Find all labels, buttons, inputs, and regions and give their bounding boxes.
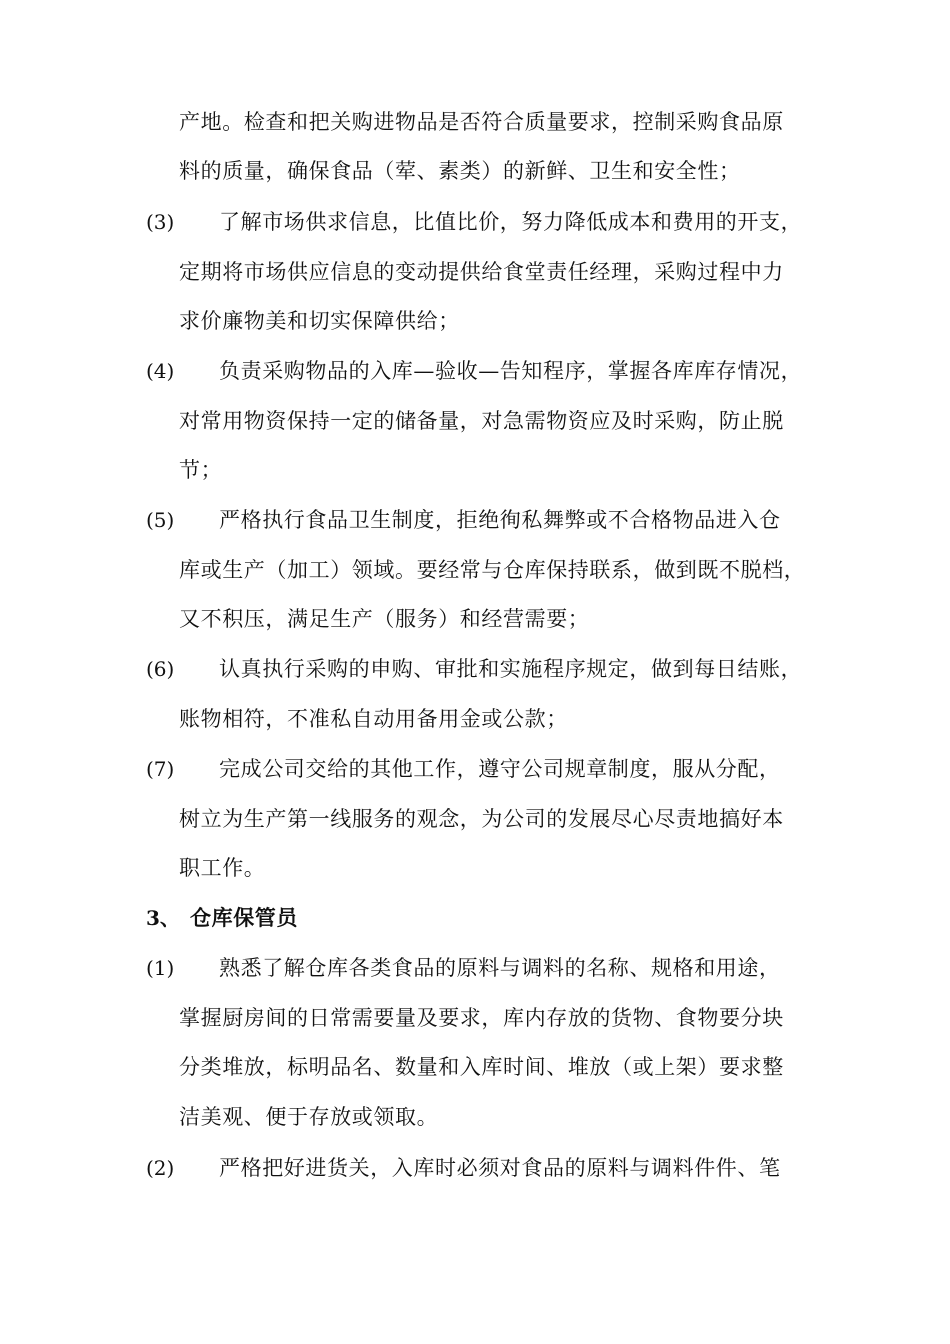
item-line: 库或生产（加工）领域。要经常与仓库保持联系，做到既不脱档， bbox=[179, 558, 806, 582]
item-line: 定期将市场供应信息的变动提供给食堂责任经理，采购过程中力 bbox=[179, 260, 784, 284]
item-line: 分类堆放，标明品名、数量和入库时间、堆放（或上架）要求整 bbox=[179, 1055, 784, 1079]
item-number: (7) bbox=[146, 757, 175, 781]
item-line: 对常用物资保持一定的储备量，对急需物资应及时采购，防止脱 bbox=[179, 409, 784, 433]
item-number: (6) bbox=[146, 657, 175, 681]
item-line: 了解市场供求信息，比值比价，努力降低成本和费用的开支， bbox=[219, 210, 803, 234]
item-line: 节； bbox=[179, 458, 223, 482]
item-line: 完成公司交给的其他工作，遵守公司规章制度，服从分配， bbox=[219, 757, 781, 781]
item-line: 负责采购物品的入库—验收—告知程序，掌握各库库存情况， bbox=[219, 359, 803, 383]
item-number: (1) bbox=[146, 956, 175, 980]
intro-line: 料的质量，确保食品（荤、素类）的新鲜、卫生和安全性； bbox=[179, 159, 741, 183]
intro-line: 产地。检查和把关购进物品是否符合质量要求，控制采购食品原 bbox=[179, 110, 784, 134]
item-line: 掌握厨房间的日常需要量及要求，库内存放的货物、食物要分块 bbox=[179, 1006, 784, 1030]
item-line: 求价廉物美和切实保障供给； bbox=[179, 309, 460, 333]
item-line: 严格把好进货关，入库时必须对食品的原料与调料件件、笔 bbox=[219, 1156, 781, 1180]
item-line: 职工作。 bbox=[179, 856, 266, 880]
item-number: (5) bbox=[146, 508, 175, 532]
item-line: 洁美观、便于存放或领取。 bbox=[179, 1105, 439, 1129]
section-number: 3、 bbox=[146, 906, 180, 930]
item-line: 树立为生产第一线服务的观念，为公司的发展尽心尽责地搞好本 bbox=[179, 807, 784, 831]
item-line: 严格执行食品卫生制度，拒绝徇私舞弊或不合格物品进入仓 bbox=[219, 508, 781, 532]
item-line: 账物相符，不准私自动用备用金或公款； bbox=[179, 707, 568, 731]
item-line: 又不积压，满足生产（服务）和经营需要； bbox=[179, 607, 590, 631]
item-line: 认真执行采购的申购、审批和实施程序规定，做到每日结账， bbox=[219, 657, 803, 681]
item-number: (2) bbox=[146, 1156, 175, 1180]
item-number: (3) bbox=[146, 210, 175, 234]
item-line: 熟悉了解仓库各类食品的原料与调料的名称、规格和用途， bbox=[219, 956, 781, 980]
section-title: 仓库保管员 bbox=[190, 905, 298, 930]
item-number: (4) bbox=[146, 359, 175, 383]
